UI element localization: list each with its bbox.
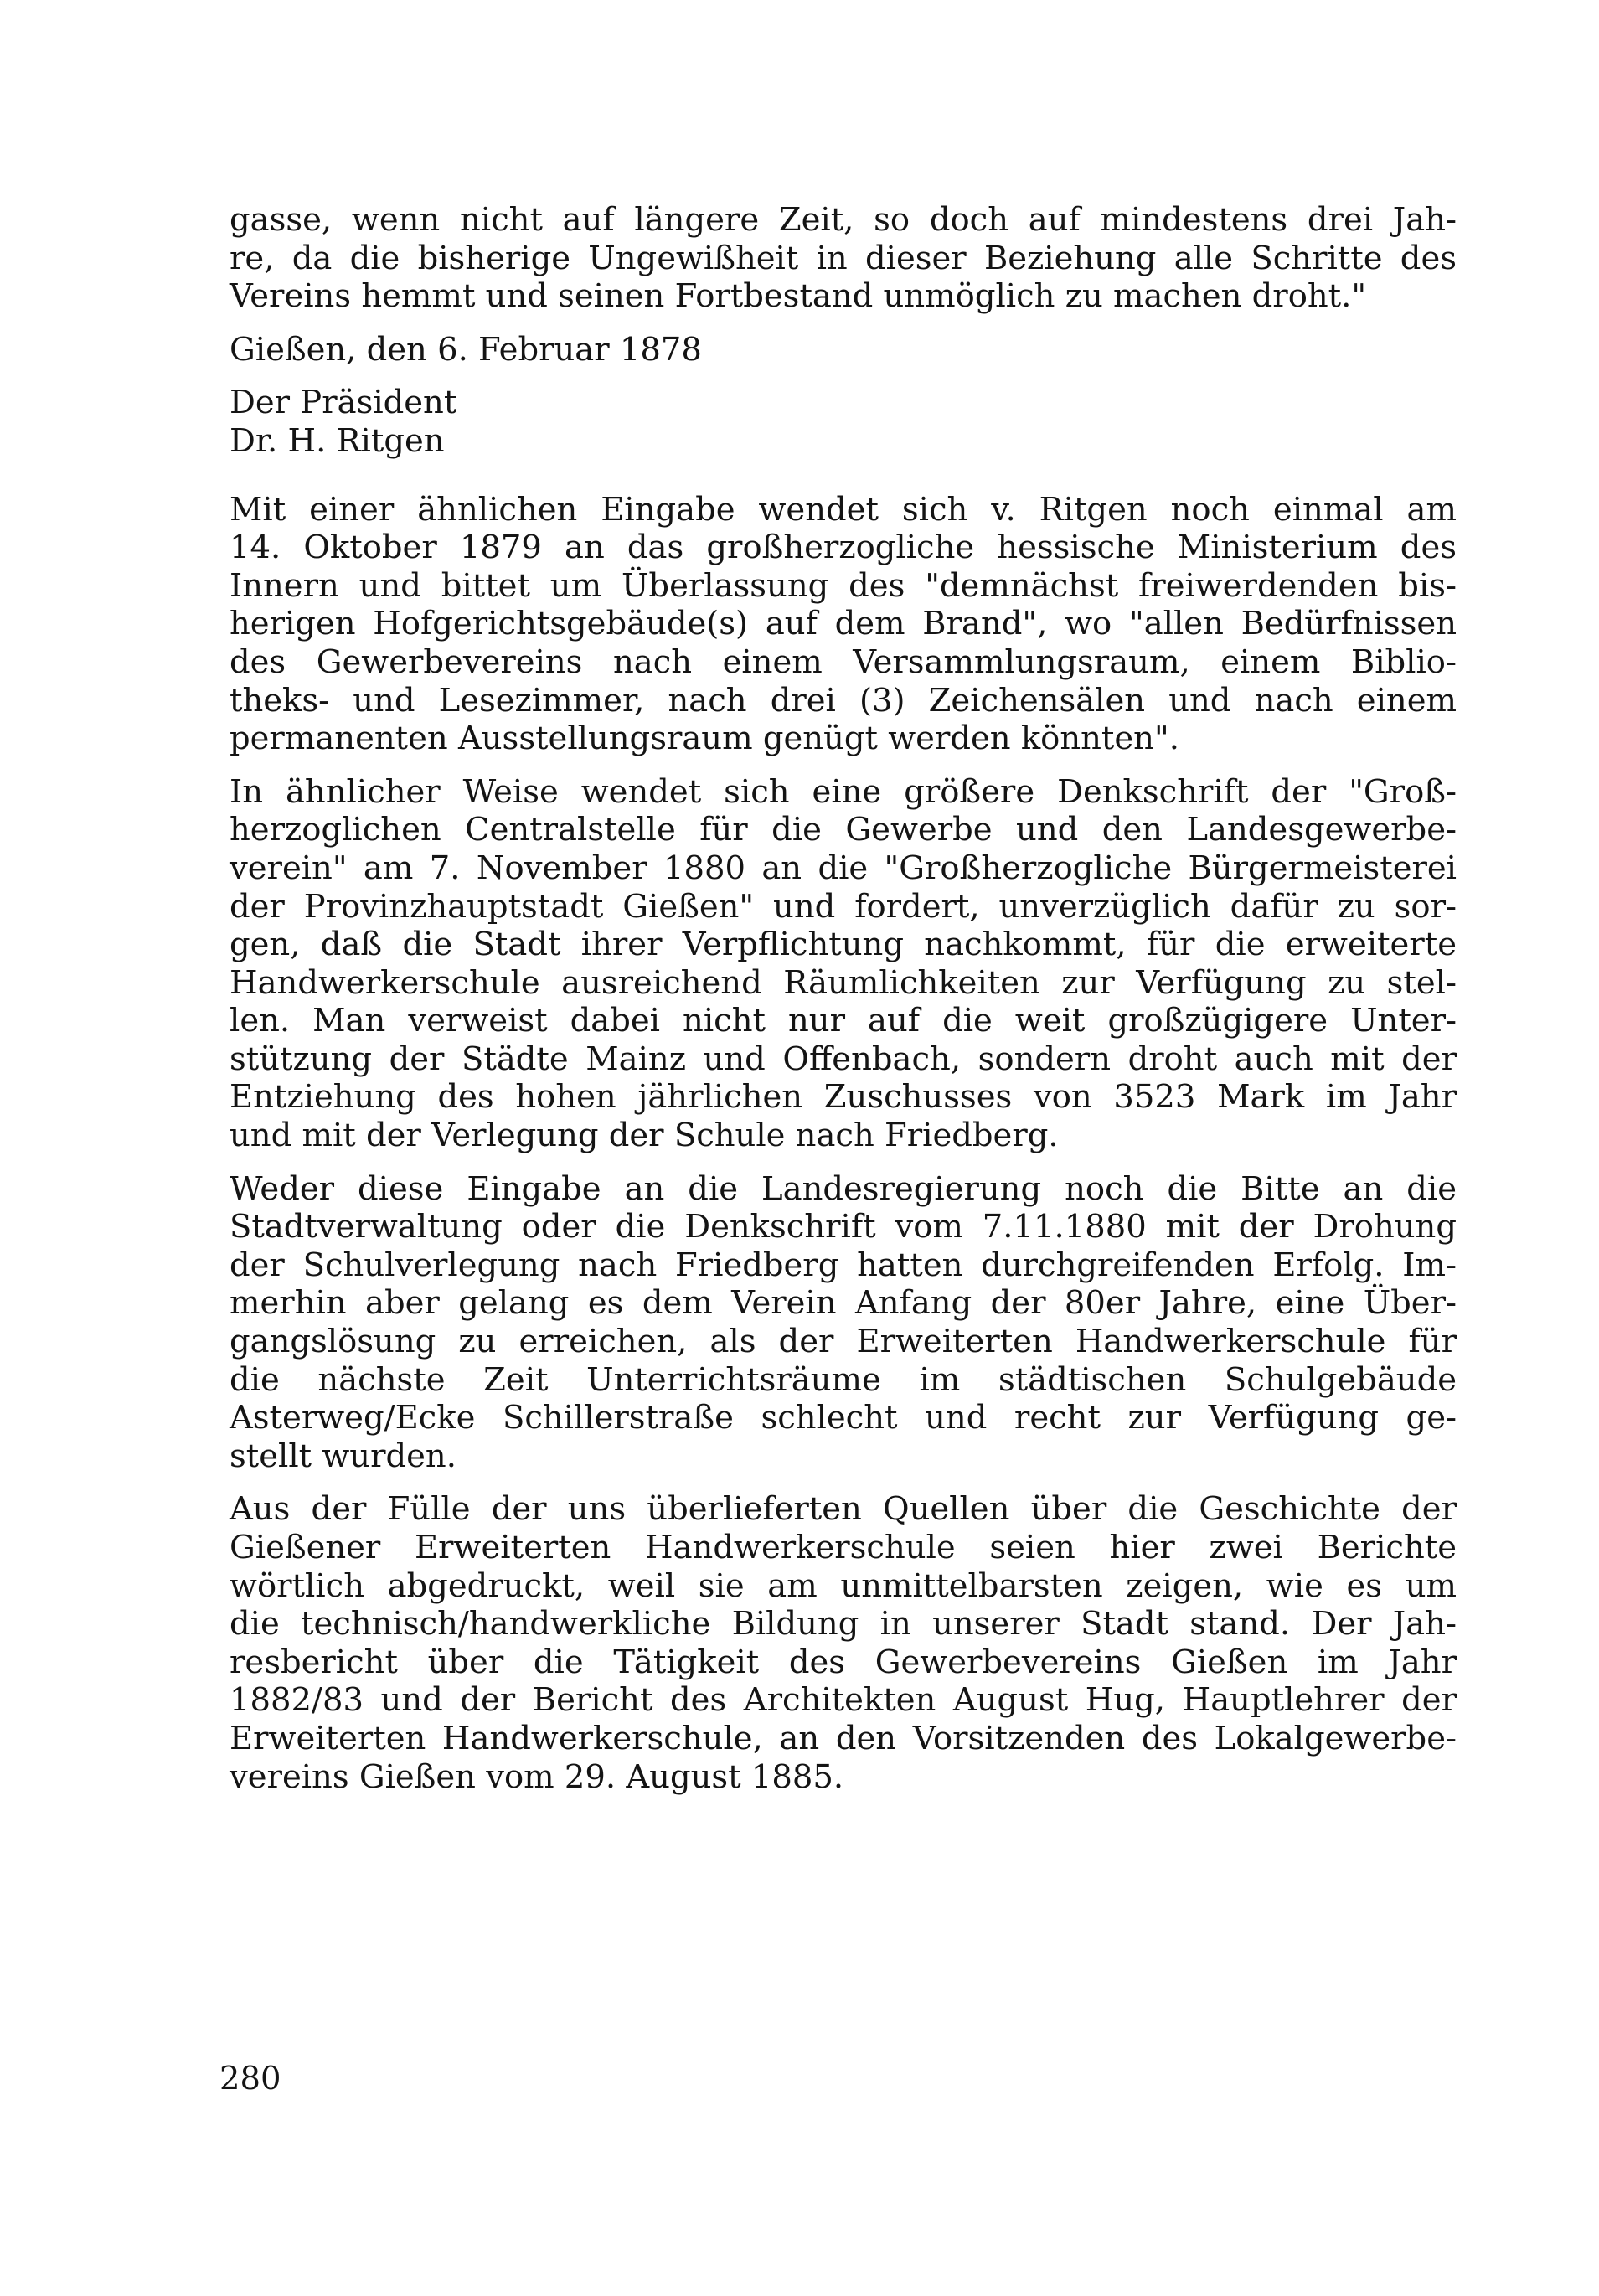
text-line: der Provinzhauptstadt Gießen" und fordert, unverzüglich dafür zu sor-: [230, 887, 1457, 926]
text-line: wörtlich abgedruckt, weil sie am unmittelbarsten zeigen, wie es um: [230, 1566, 1457, 1605]
text-line: resbericht über die Tätigkeit des Gewerbevereins Gießen im Jahr: [230, 1643, 1457, 1681]
text-line: der Schulverlegung nach Friedberg hatten durchgreifenden Erfolg. Im-: [230, 1246, 1457, 1284]
text-line: Weder diese Eingabe an die Landesregierung noch die Bitte an die: [230, 1169, 1457, 1208]
text-line: und mit der Verlegung der Schule nach Friedberg.: [230, 1117, 1059, 1155]
text-line: des Gewerbevereins nach einem Versammlungsraum, einem Biblio-: [230, 642, 1457, 681]
text-line: vereins Gießen vom 29. August 1885.: [230, 1757, 844, 1796]
text-line: len. Man verweist dabei nicht nur auf die weit großzügigere Unter-: [230, 1002, 1457, 1040]
text-line: Handwerkerschule ausreichend Räumlichkeiten zur Verfügung zu stel-: [230, 963, 1457, 1002]
text-line: re, da die bisherige Ungewißheit in dieser Beziehung alle Schritte des: [230, 239, 1457, 277]
text-line: Entziehung des hohen jährlichen Zuschusses von 3523 Mark im Jahr: [230, 1078, 1457, 1117]
text-line: herigen Hofgerichtsgebäude(s) auf dem Brand", wo "allen Bedürfnissen: [230, 605, 1457, 643]
paragraph-5: [230, 1490, 1457, 1796]
text-line: Gießen, den 6. Februar 1878: [230, 330, 702, 369]
text-line: Asterweg/Ecke Schillerstraße schlecht und recht zur Verfügung ge-: [230, 1399, 1457, 1437]
text-line: theks- und Lesezimmer, nach drei (3) Zeichensälen und nach einem: [230, 681, 1457, 720]
date-line: [230, 331, 1457, 369]
paragraph-1: [230, 201, 1457, 316]
text-line: stellt wurden.: [230, 1437, 456, 1475]
text-line: die nächste Zeit Unterrichtsräume im städtischen Schulgebäude: [230, 1360, 1457, 1399]
text-line: Dr. H. Ritgen: [230, 421, 445, 460]
text-line: Innern und bittet um Überlassung des "demnächst freiwerdenden bis-: [230, 566, 1457, 605]
paragraph-3: [230, 773, 1457, 1155]
text-line: merhin aber gelang es dem Verein Anfang der 80er Jahre, eine Über-: [230, 1284, 1457, 1323]
page-number: 280: [219, 2060, 281, 2097]
text-line: herzoglichen Centralstelle für die Gewerbe und den Landesgewerbe-: [230, 811, 1457, 849]
text-line: stützung der Städte Mainz und Offenbach, sondern droht auch mit der: [230, 1040, 1457, 1078]
page-body: [230, 201, 1457, 1811]
text-line: 14. Oktober 1879 an das großherzogliche hessische Ministerium des: [230, 529, 1457, 567]
text-line: In ähnlicher Weise wendet sich eine größere Denkschrift der "Groß-: [230, 772, 1457, 811]
text-line: 1882/83 und der Bericht des Architekten August Hug, Hauptlehrer der: [230, 1681, 1457, 1720]
paragraph-2: [230, 491, 1457, 758]
text-line: permanenten Ausstellungsraum genügt werden könnten".: [230, 720, 1179, 758]
text-line: verein" am 7. November 1880 an die "Großherzogliche Bürgermeisterei: [230, 849, 1457, 887]
text-line: Aus der Fülle der uns überlieferten Quellen über die Geschichte der: [230, 1490, 1457, 1529]
text-line: gen, daß die Stadt ihrer Verpflichtung nachkommt, für die erweiterte: [230, 926, 1457, 964]
text-line: die technisch/handwerkliche Bildung in unserer Stadt stand. Der Jah-: [230, 1605, 1457, 1643]
text-line: Gießener Erweiterten Handwerkerschule seien hier zwei Berichte: [230, 1529, 1457, 1566]
text-line: Erweiterten Handwerkerschule, an den Vorsitzenden des Lokalgewerbe-: [230, 1719, 1457, 1757]
paragraph-4: [230, 1170, 1457, 1476]
text-line: gasse, wenn nicht auf längere Zeit, so doch auf mindestens drei Jah-: [230, 201, 1457, 239]
text-line: Stadtverwaltung oder die Denkschrift vom 7.11.1880 mit der Drohung: [230, 1208, 1457, 1246]
text-line: Vereins hemmt und seinen Fortbestand unmöglich zu machen droht.": [230, 277, 1367, 316]
text-line: Mit einer ähnlichen Eingabe wendet sich v. Ritgen noch einmal am: [230, 490, 1457, 529]
text-line: Der Präsident: [230, 384, 457, 422]
signature-block: [230, 384, 1457, 460]
text-line: gangslösung zu erreichen, als der Erweiterten Handwerkerschule für: [230, 1323, 1457, 1361]
